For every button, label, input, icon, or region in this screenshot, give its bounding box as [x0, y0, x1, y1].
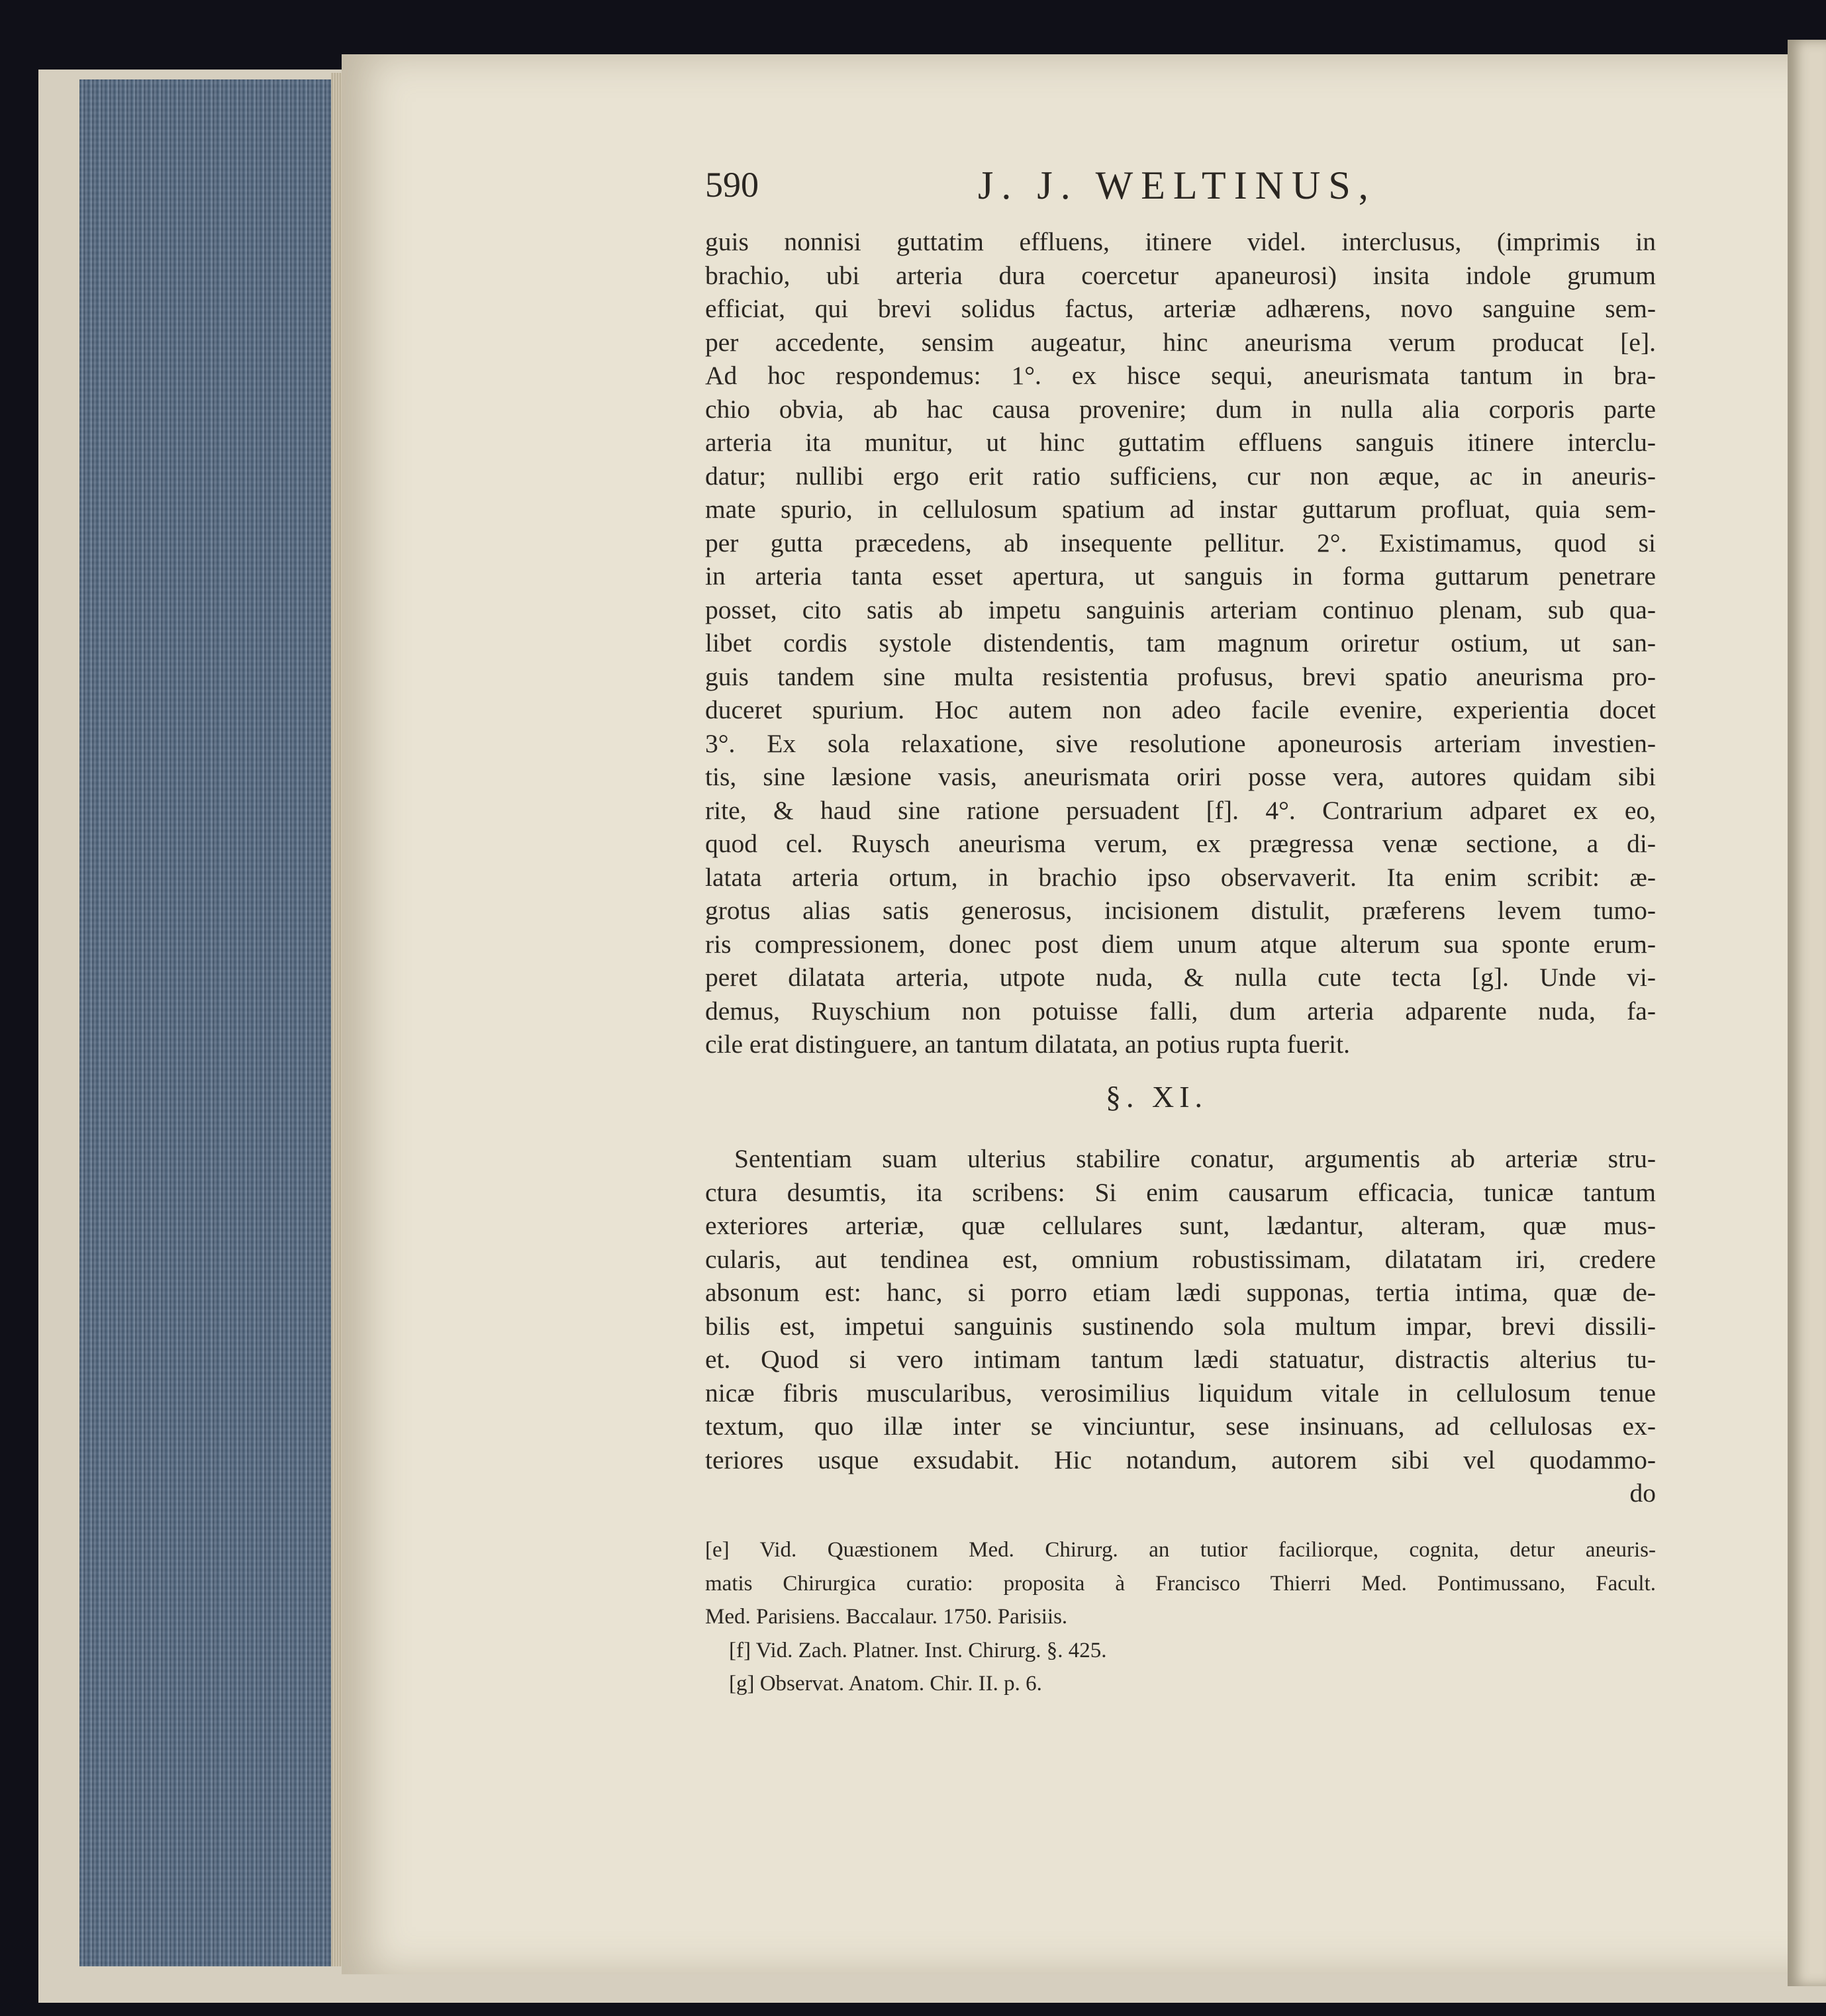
text-line: chio obvia, ab hac causa provenire; dum in nulla alia corporis parte: [705, 394, 1656, 424]
page-header: [705, 164, 1656, 217]
text-line: mate spurio, in cellulosum spatium ad instar guttarum profluat, quia sem-: [705, 495, 1656, 524]
text-line: textum, quo illæ inter se vinciuntur, sese insinuans, ad cellulosas ex-: [705, 1412, 1656, 1441]
text-line: Ad hoc respondemus: 1°. ex hisce sequi, aneurismata tantum in bra-: [705, 361, 1656, 390]
footnote-line: Med. Parisiens. Baccalaur. 1750. Parisiis.: [705, 1605, 1068, 1629]
facing-page-edge: [1788, 40, 1826, 1986]
text-line: latata arteria ortum, in brachio ipso observaverit. Ita enim scribit: æ-: [705, 862, 1656, 892]
text-line: libet cordis systole distendentis, tam magnum oriretur ostium, ut san-: [705, 628, 1656, 657]
text-line: 3°. Ex sola relaxatione, sive resolutione aponeurosis arteriam investien-: [705, 728, 1656, 758]
text-line: duceret spurium. Hoc autem non adeo facile evenire, experientia docet: [705, 695, 1656, 724]
paragraph-1: [705, 225, 1656, 1061]
text-line: quod cel. Ruysch aneurisma verum, ex prægressa venæ sectione, a di-: [705, 829, 1656, 858]
text-line: guis nonnisi guttatim effluens, itinere videl. interclusus, (imprimis in: [705, 227, 1656, 256]
text-line: grotus alias satis generosus, incisionem distulit, præferens levem tumo-: [705, 896, 1656, 925]
text-line: rite, & haud sine ratione persuadent [f]. 4°. Contrarium adparet ex eo,: [705, 795, 1656, 825]
text-line: in arteria tanta esset apertura, ut sanguis in forma guttarum penetrare: [705, 561, 1656, 591]
text-line: peret dilatata arteria, utpote nuda, & nulla cute tecta [g]. Unde vi-: [705, 963, 1656, 992]
text-line: Sententiam suam ulterius stabilire conatur, argumentis ab arteriæ stru-: [734, 1144, 1656, 1173]
footnotes: [705, 1536, 1656, 1704]
text-line: cularis, aut tendinea est, omnium robustissimam, dilatatam iri, credere: [705, 1244, 1656, 1274]
page-edge-block: [79, 79, 344, 1966]
running-head: J. J. WELTINUS,: [978, 164, 1376, 207]
catchword: do: [1629, 1478, 1656, 1508]
text-line: brachio, ubi arteria dura coercetur apaneurosi) insita indole grumum: [705, 260, 1656, 290]
footnote-line: matis Chirurgica curatio: proposita à Francisco Thierri Med. Pontimussano, Facult.: [705, 1571, 1656, 1596]
text-line: datur; nullibi ergo erit ratio sufficiens, cur non æque, ac in aneuris-: [705, 461, 1656, 491]
text-line: ctura desumtis, ita scribens: Si enim causarum efficacia, tunicæ tantum: [705, 1177, 1656, 1207]
text-line: bilis est, impetui sanguinis sustinendo sola multum impar, brevi dissili-: [705, 1311, 1656, 1341]
text-line: per accedente, sensim augeatur, hinc aneurisma verum producat [e].: [705, 327, 1656, 357]
text-line: cile erat distinguere, an tantum dilatata, an potius rupta fuerit.: [705, 1030, 1350, 1059]
text-line: absonum est: hanc, si porro etiam lædi supponas, tertia intima, quæ de-: [705, 1278, 1656, 1307]
footnote-line: [e] Vid. Quæstionem Med. Chirurg. an tutior faciliorque, cognita, detur aneuris-: [705, 1538, 1656, 1562]
page-number: 590: [705, 165, 759, 205]
paragraph-2: [705, 1142, 1656, 1510]
text-line: et. Quod si vero intimam tantum lædi statuatur, distractis alterius tu-: [705, 1345, 1656, 1374]
text-line: arteria ita munitur, ut hinc guttatim effluens sanguis itinere interclu-: [705, 428, 1656, 457]
text-line: guis tandem sine multa resistentia profusus, brevi spatio aneurisma pro-: [705, 661, 1656, 691]
section-heading: §. XI.: [1106, 1080, 1208, 1114]
text-line: per gutta præcedens, ab insequente pellitur. 2°. Existimamus, quod si: [705, 528, 1656, 557]
text-line: ris compressionem, donec post diem unum atque alterum sua sponte erum-: [705, 929, 1656, 959]
footnote-line: [f] Vid. Zach. Platner. Inst. Chirurg. §. 425.: [729, 1638, 1107, 1662]
text-line: demus, Ruyschium non potuisse falli, dum arteria adparente nuda, fa-: [705, 996, 1656, 1026]
text-line: posset, cito satis ab impetu sanguinis arteriam continuo plenam, sub qua-: [705, 595, 1656, 624]
text-line: exteriores arteriæ, quæ cellulares sunt, lædantur, alteram, quæ mus-: [705, 1211, 1656, 1240]
text-line: efficiat, qui brevi solidus factus, arteriæ adhærens, novo sanguine sem-: [705, 294, 1656, 323]
text-line: nicæ fibris muscularibus, verosimilius liquidum vitale in cellulosum tenue: [705, 1378, 1656, 1408]
text-line: teriores usque exsudabit. Hic notandum, autorem sibi vel quodammo-: [705, 1445, 1656, 1474]
text-line: tis, sine læsione vasis, aneurismata oriri posse vera, autores quidam sibi: [705, 762, 1656, 791]
footnote-line: [g] Observat. Anatom. Chir. II. p. 6.: [729, 1672, 1042, 1696]
